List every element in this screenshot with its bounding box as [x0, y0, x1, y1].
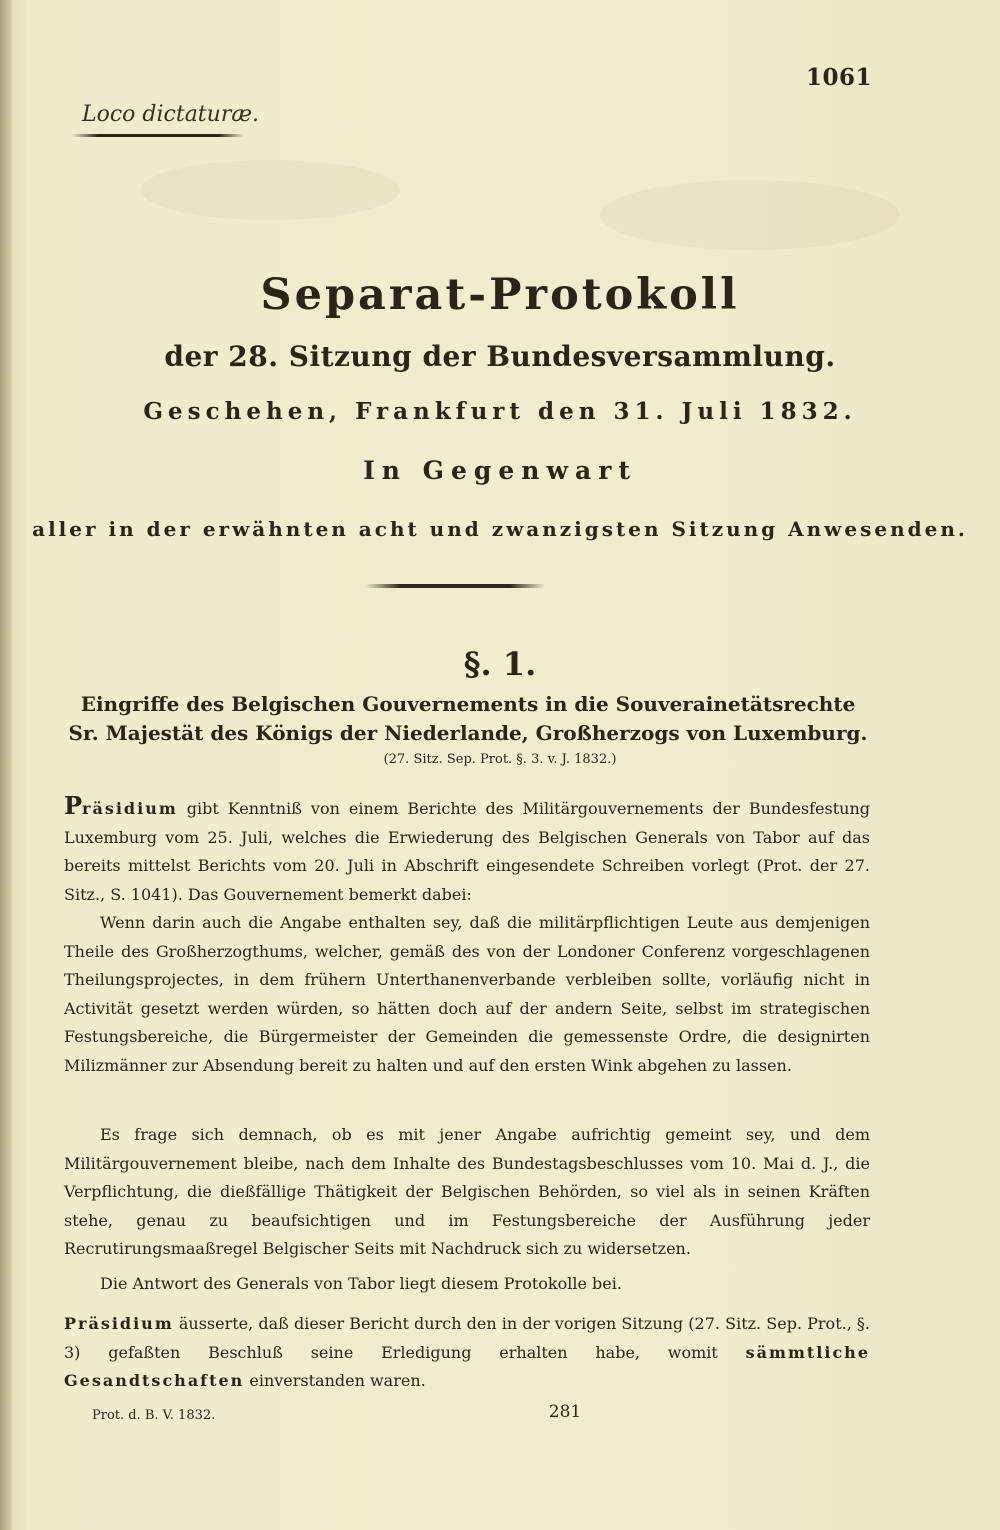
footer-signature: Prot. d. B. V. 1832.: [92, 1408, 216, 1423]
paragraph-4-lead: Präsidium: [64, 1314, 174, 1333]
paragraph-3: Die Antwort des Generals von Tabor liegt diesem Protokolle bei.: [100, 1274, 622, 1293]
paragraph-4-end: einverstanden waren.: [244, 1371, 426, 1390]
paragraph-4-mid: äusserte, daß dieser Bericht durch den in der vorigen Sitzung (27. Sitz. Sep. Prot., §. 3) gefaßten Beschluß seine Erledigung erhalten habe, womit: [64, 1314, 870, 1362]
protocol-title: Separat-Protokoll: [260, 270, 740, 320]
protocol-subtitle: der 28. Sitzung der Bundesversammlung.: [164, 340, 836, 373]
section-reference: (27. Sitz. Sep. Prot. §. 3. v. J. 1832.): [383, 752, 617, 767]
paragraph-1-quote: Wenn darin auch die Angabe enthalten sey, daß die militärpflichtigen Leute aus demjenigen Theile des Großherzogthums, welcher, gemäß des von der Londoner Conferenz vorgeschlagenen Theilungsprojectes, in dem frühern Unterthanenverbande verbleiben sollte, vorläufig nicht in Activität gesetzt werden würden, so hätten doch auf der andern Seite, selbst im strategischen Festungsbereiche, die Bürgermeister der Gemeinden die gemessenste Ordre, die designirten Milizmänner zur Absendung bereit zu halten und auf den ersten Wink abgehen zu lassen.: [64, 913, 870, 1075]
footer-sheet-number: 281: [548, 1402, 582, 1422]
paragraph-4: [64, 1310, 870, 1396]
page-number: 1061: [805, 64, 872, 91]
paragraph-1-text: gibt Kenntniß von einem Berichte des Militärgouvernements der Bundesfestung Luxemburg vom 25. Juli, welches die Erwiederung des Belgischen Generals von Tabor auf das bereits mittelst Berichts vom 20. Juli in Abschrift eingesendete Schreiben vorlegt (Prot. der 27. Sitz., S. 1041). Das Gouvernement bemerkt dabei:: [64, 799, 870, 904]
presence-heading: In Gegenwart: [363, 456, 637, 485]
attendees-line: aller in der erwähnten acht und zwanzigsten Sitzung Anwesenden.: [32, 517, 968, 541]
paper-stain: [140, 160, 400, 220]
dropcap: P: [64, 791, 83, 820]
paragraph-1-lead: räsidium: [82, 799, 178, 818]
paragraph-2: Es frage sich demnach, ob es mit jener Angabe aufrichtig gemeint sey, und dem Militärgouvernement bleibe, nach dem Inhalte des Bundestagsbeschlusses vom 10. Mai d. J., die Verpflichtung, die dießfällige Thätigkeit der Belgischen Behörden, so viel als in seinen Kräften stehe, genau zu beaufsichtigen und im Festungsbereiche der Ausführung jeder Recrutirungsmaaßregel Belgischer Seits mit Nachdruck sich zu widersetzen.: [64, 1125, 870, 1258]
loco-dictaturae-stamp: Loco dictaturæ.: [82, 102, 260, 127]
stamp-underline: [72, 134, 244, 137]
paper-stain: [600, 180, 900, 250]
date-line: Geschehen, Frankfurt den 31. Juli 1832.: [143, 398, 857, 425]
paragraph-4-spaced: sämmtliche Gesandtschaften: [64, 1342, 870, 1390]
paragraph-1: [64, 792, 870, 1080]
section-divider: [365, 584, 545, 588]
section-title: Eingriffe des Belgischen Gouvernements in die Souverainetätsrechte Sr. Majestät des Königs der Niederlande, Großherzogs von Luxemburg.: [68, 692, 868, 745]
section-number: §. 1.: [463, 645, 537, 683]
